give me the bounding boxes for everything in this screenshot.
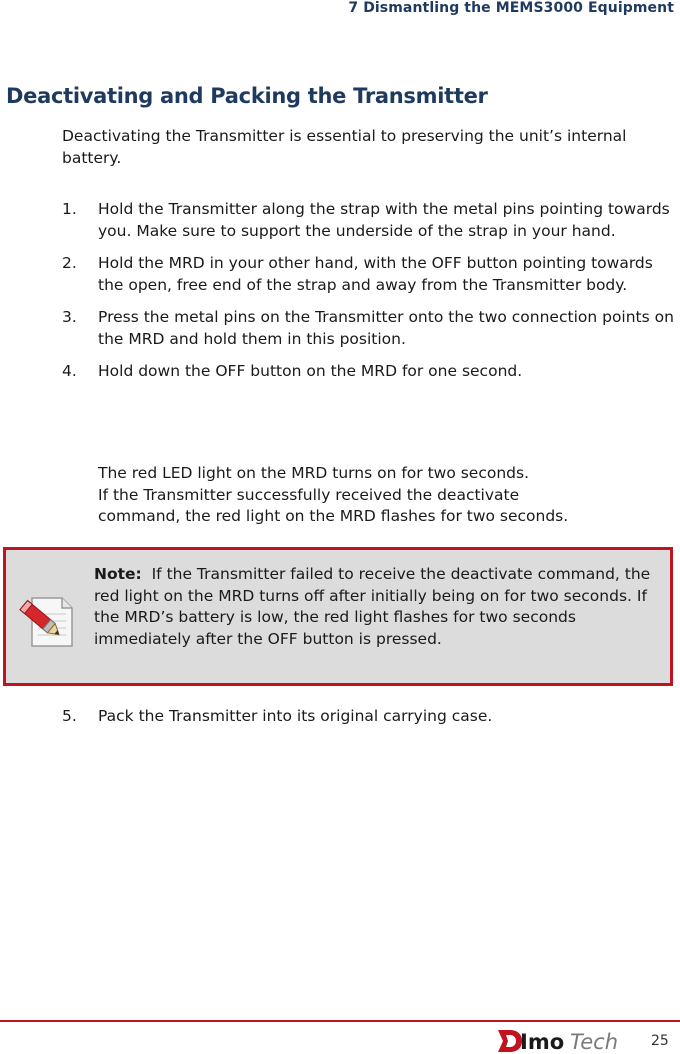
steps-list-continued — [62, 706, 676, 728]
note-box — [3, 547, 673, 686]
step-item — [62, 361, 676, 383]
step-item — [62, 706, 676, 728]
step-4-result-line: If the Transmitter successfully received the deactivate — [98, 485, 520, 504]
steps-list — [62, 199, 676, 383]
running-header: 7 Dismantling the MEMS3000 Equipment — [348, 0, 674, 16]
elmotech-logo — [498, 1028, 640, 1054]
step-number: 4. — [62, 362, 77, 380]
note-label: Note: — [94, 565, 142, 583]
step-text: Hold the MRD in your other hand, with the OFF button pointing towards the open, free end of the strap and away from the Transmitter body. — [98, 254, 653, 294]
step-number: 3. — [62, 308, 77, 326]
step-number: 5. — [62, 707, 77, 725]
step-4-result-line: command, the red light on the MRD flashes for two seconds. — [98, 507, 569, 525]
step-4-result — [98, 463, 568, 528]
step-text: Hold the Transmitter along the strap with the metal pins pointing towards you. Make sure to support the underside of the strap in your hand. — [98, 200, 670, 240]
note-pencil-icon — [18, 594, 76, 650]
section-title: Deactivating and Packing the Transmitter — [6, 84, 488, 108]
page-number: 25 — [651, 1033, 669, 1049]
step-number: 1. — [62, 200, 77, 218]
note-text — [94, 564, 664, 650]
step-text: Press the metal pins on the Transmitter onto the two connection points on the MRD and hold them in this position. — [98, 308, 674, 348]
step-text: Pack the Transmitter into its original carrying case. — [98, 707, 493, 725]
intro-paragraph: Deactivating the Transmitter is essential to preserving the unit’s internal battery. — [62, 127, 627, 167]
step-item — [62, 307, 676, 350]
note-body: If the Transmitter failed to receive the deactivate command, the red light on the MRD turns off after initially being on for two seconds. If the MRD’s battery is low, the red light flashes for two seconds immediately after the OFF button is pressed. — [94, 565, 651, 648]
logo-text-light: Tech — [570, 1030, 619, 1054]
logo-text-bold: Imo — [520, 1030, 565, 1054]
step-item — [62, 199, 676, 242]
step-item — [62, 253, 676, 296]
step-4-result-line: The red LED light on the MRD turns on for two seconds. — [98, 464, 530, 482]
footer-rule — [0, 1020, 680, 1022]
step-text: Hold down the OFF button on the MRD for one second. — [98, 362, 523, 380]
step-number: 2. — [62, 254, 77, 272]
